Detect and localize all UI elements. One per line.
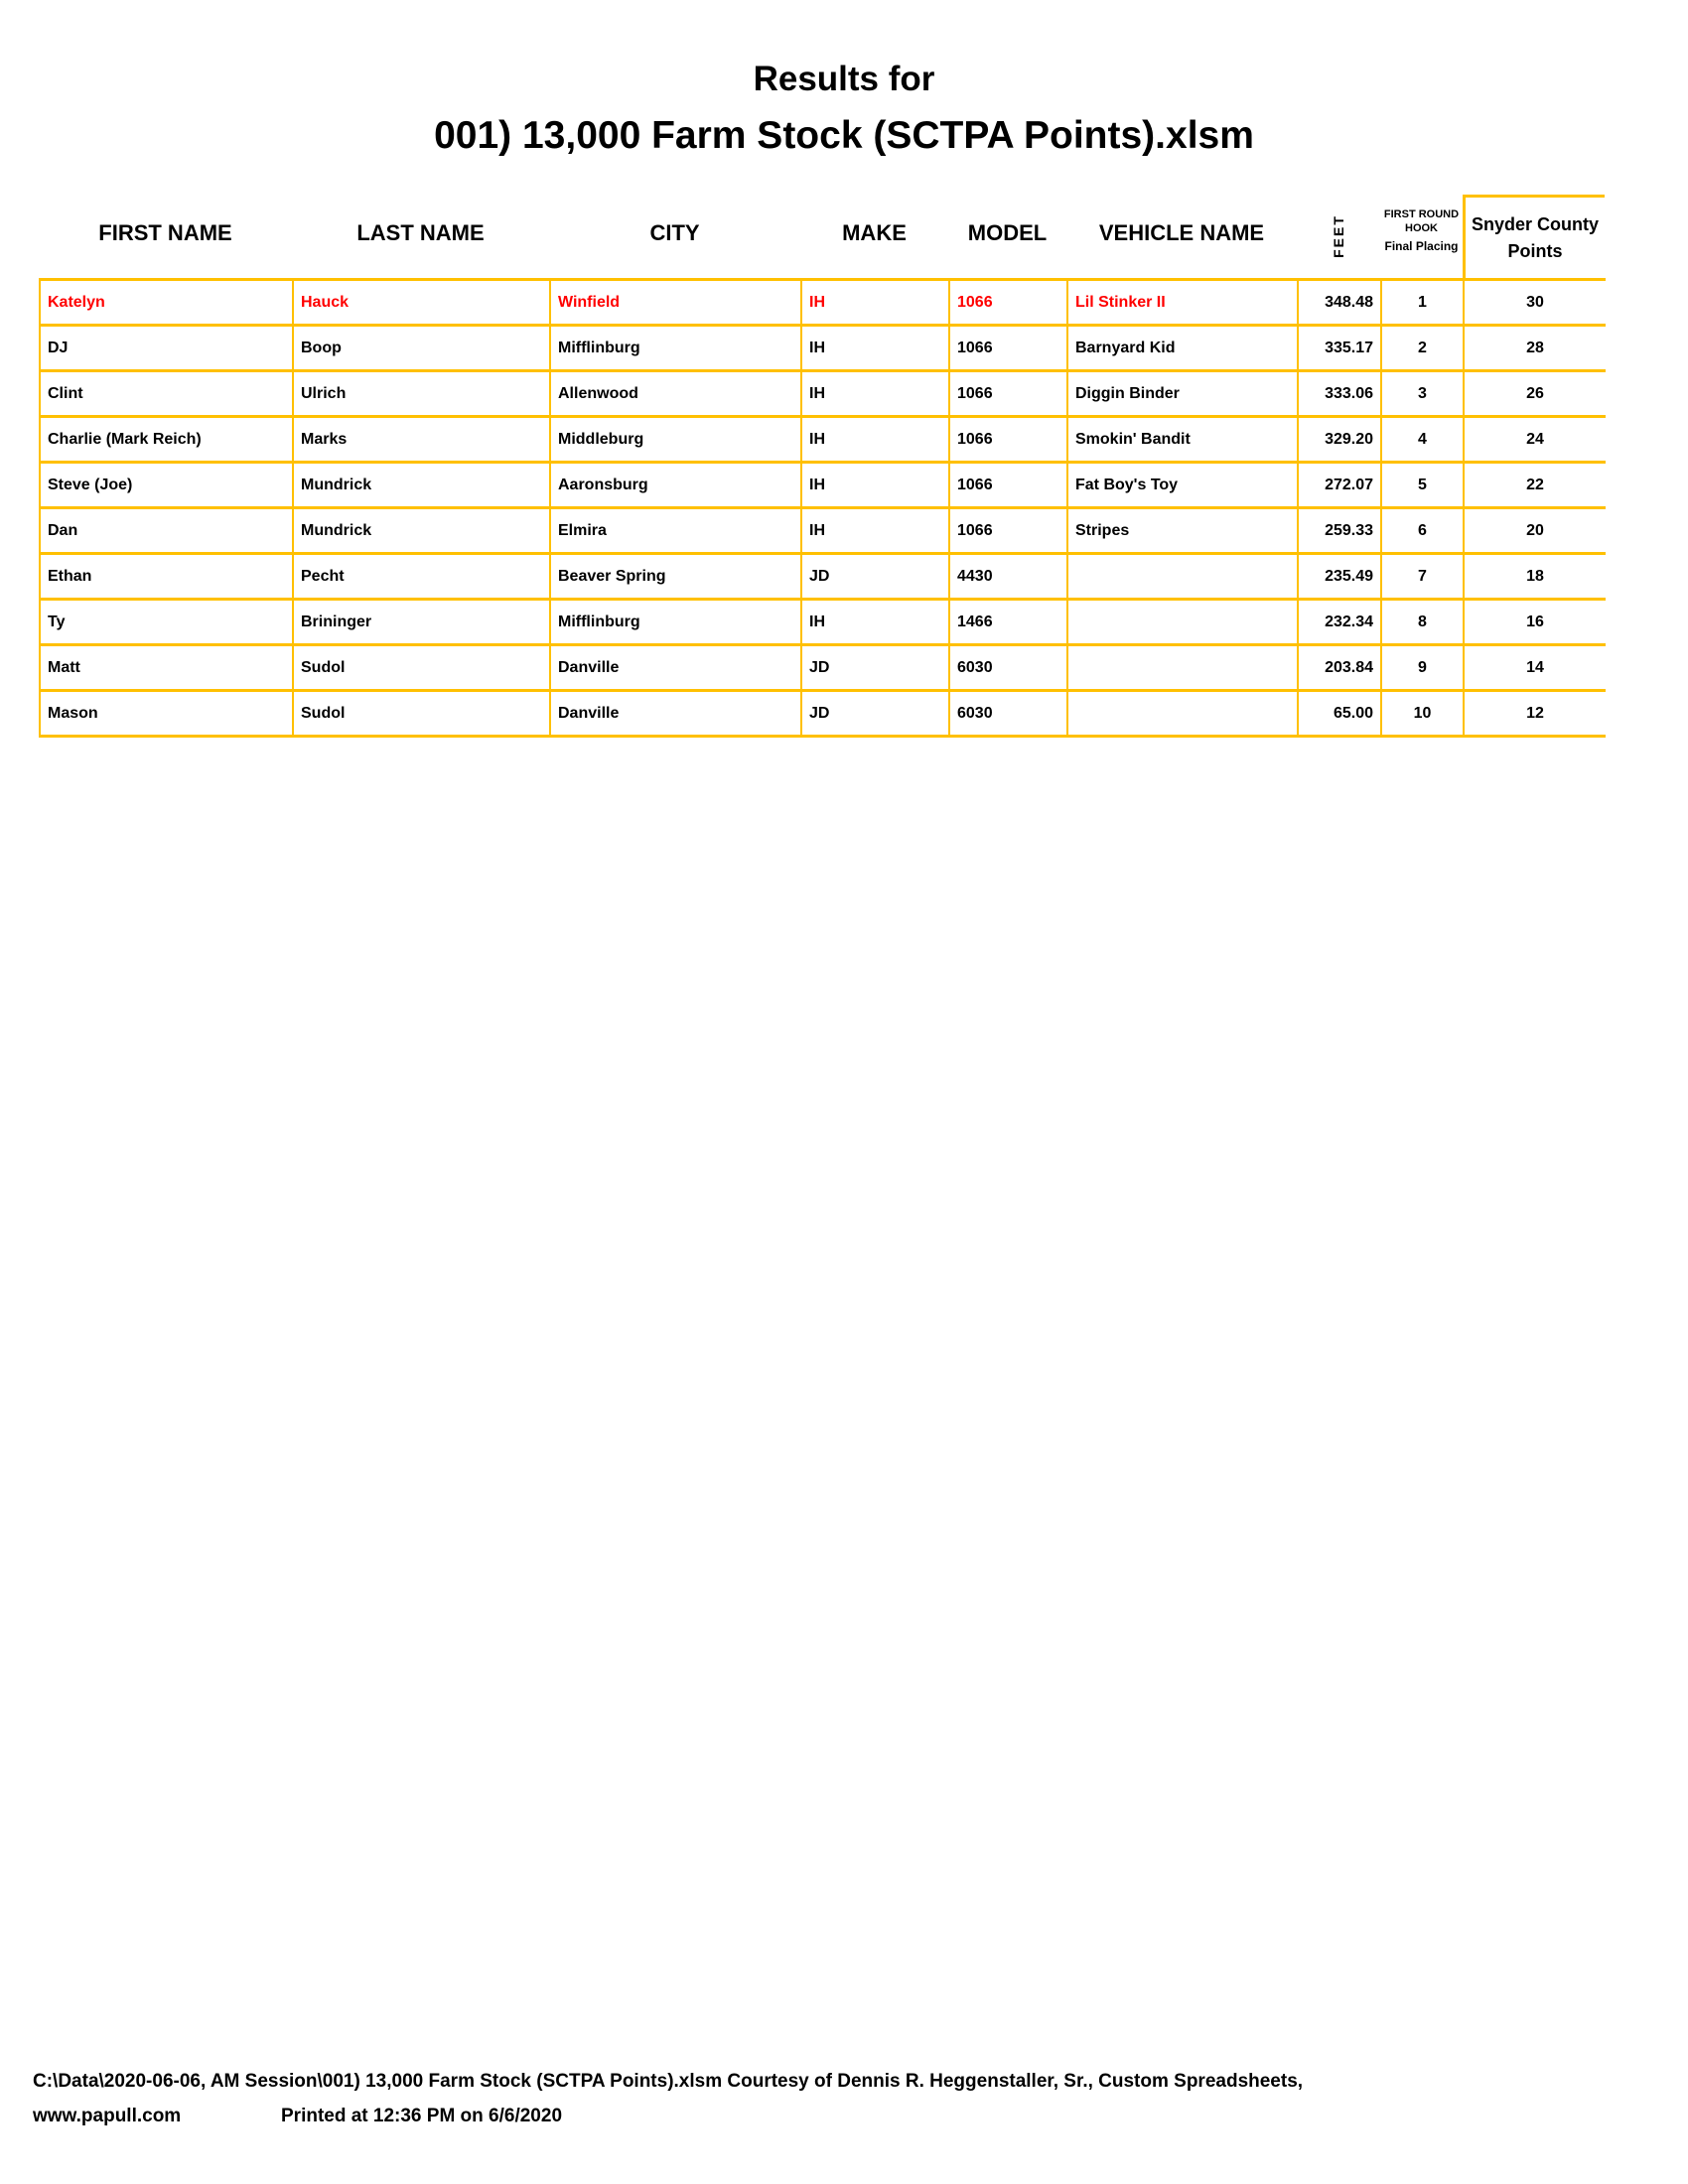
points-label-line1: Snyder County — [1471, 213, 1599, 234]
cell-final-placing: 2 — [1381, 326, 1464, 371]
cell-last-name: Pecht — [293, 554, 550, 600]
hook-label: HOOK — [1405, 222, 1438, 234]
cell-points: 28 — [1464, 326, 1606, 371]
cell-vehicle-name: Diggin Binder — [1067, 371, 1298, 417]
cell-feet: 329.20 — [1298, 417, 1381, 463]
cell-feet: 235.49 — [1298, 554, 1381, 600]
cell-city: Mifflinburg — [550, 600, 801, 645]
cell-first-name: DJ — [40, 326, 293, 371]
cell-city: Mifflinburg — [550, 326, 801, 371]
cell-final-placing: 6 — [1381, 508, 1464, 554]
cell-points: 16 — [1464, 600, 1606, 645]
cell-vehicle-name — [1067, 554, 1298, 600]
cell-vehicle-name: Lil Stinker II — [1067, 280, 1298, 326]
first-round-label: FIRST ROUND — [1383, 208, 1460, 220]
table-row — [40, 463, 1606, 508]
footer-website: www.papull.com — [33, 2106, 182, 2126]
cell-vehicle-name — [1067, 600, 1298, 645]
cell-final-placing: 10 — [1381, 691, 1464, 737]
table-row — [40, 554, 1606, 600]
cell-make: IH — [801, 326, 949, 371]
cell-points: 24 — [1464, 417, 1606, 463]
cell-last-name: Brininger — [293, 600, 550, 645]
cell-vehicle-name — [1067, 645, 1298, 691]
col-header-make: MAKE — [842, 220, 907, 245]
cell-feet: 348.48 — [1298, 280, 1381, 326]
page-title: Results for — [753, 60, 935, 98]
table-row — [40, 371, 1606, 417]
cell-feet: 65.00 — [1298, 691, 1381, 737]
cell-vehicle-name — [1067, 691, 1298, 737]
cell-points: 14 — [1464, 645, 1606, 691]
cell-last-name: Sudol — [293, 645, 550, 691]
col-header-vehicle-name: VEHICLE NAME — [1098, 220, 1265, 245]
cell-first-name: Matt — [40, 645, 293, 691]
cell-last-name: Hauck — [293, 280, 550, 326]
cell-vehicle-name: Smokin' Bandit — [1067, 417, 1298, 463]
cell-final-placing: 7 — [1381, 554, 1464, 600]
cell-last-name: Ulrich — [293, 371, 550, 417]
cell-vehicle-name: Fat Boy's Toy — [1067, 463, 1298, 508]
cell-points: 18 — [1464, 554, 1606, 600]
col-header-model: MODEL — [967, 220, 1048, 245]
cell-make: IH — [801, 280, 949, 326]
cell-make: JD — [801, 645, 949, 691]
cell-feet: 203.84 — [1298, 645, 1381, 691]
cell-final-placing: 8 — [1381, 600, 1464, 645]
cell-final-placing: 4 — [1381, 417, 1464, 463]
cell-city: Allenwood — [550, 371, 801, 417]
cell-make: JD — [801, 691, 949, 737]
cell-vehicle-name: Barnyard Kid — [1067, 326, 1298, 371]
cell-feet: 335.17 — [1298, 326, 1381, 371]
cell-feet: 333.06 — [1298, 371, 1381, 417]
cell-model: 6030 — [949, 645, 1067, 691]
final-placing-label: Final Placing — [1384, 239, 1459, 253]
cell-points: 12 — [1464, 691, 1606, 737]
cell-model: 1066 — [949, 371, 1067, 417]
cell-first-name: Ty — [40, 600, 293, 645]
cell-model: 1066 — [949, 508, 1067, 554]
table-row — [40, 691, 1606, 737]
cell-first-name: Ethan — [40, 554, 293, 600]
cell-first-name: Clint — [40, 371, 293, 417]
cell-points: 20 — [1464, 508, 1606, 554]
cell-last-name: Boop — [293, 326, 550, 371]
cell-make: IH — [801, 463, 949, 508]
cell-model: 1066 — [949, 280, 1067, 326]
cell-make: IH — [801, 600, 949, 645]
cell-first-name: Mason — [40, 691, 293, 737]
cell-model: 1066 — [949, 326, 1067, 371]
cell-city: Danville — [550, 645, 801, 691]
table-row — [40, 600, 1606, 645]
footer-line2 — [33, 2106, 563, 2127]
col-header-first-name: FIRST NAME — [98, 220, 232, 245]
cell-vehicle-name: Stripes — [1067, 508, 1298, 554]
footer-printed-at: Printed at 12:36 PM on 6/6/2020 — [281, 2106, 563, 2126]
cell-make: IH — [801, 371, 949, 417]
col-header-snyder-county-points — [1463, 195, 1605, 278]
cell-final-placing: 1 — [1381, 280, 1464, 326]
cell-model: 1066 — [949, 463, 1067, 508]
footer-file-path-credit: C:\Data\2020-06-06, AM Session\001) 13,000 Farm Stock (SCTPA Points).xlsm Courtesy of Dennis R. Heggenstaller, Sr., Custom Spreadsheets, — [33, 2071, 1304, 2092]
results-tbody — [40, 280, 1606, 737]
cell-last-name: Mundrick — [293, 508, 550, 554]
cell-first-name: Steve (Joe) — [40, 463, 293, 508]
cell-model: 1066 — [949, 417, 1067, 463]
cell-last-name: Sudol — [293, 691, 550, 737]
cell-feet: 259.33 — [1298, 508, 1381, 554]
cell-last-name: Marks — [293, 417, 550, 463]
cell-make: JD — [801, 554, 949, 600]
cell-city: Middleburg — [550, 417, 801, 463]
cell-points: 30 — [1464, 280, 1606, 326]
cell-feet: 232.34 — [1298, 600, 1381, 645]
cell-model: 4430 — [949, 554, 1067, 600]
cell-final-placing: 5 — [1381, 463, 1464, 508]
cell-final-placing: 3 — [1381, 371, 1464, 417]
points-label-line2: Points — [1507, 240, 1563, 261]
table-row — [40, 280, 1606, 326]
cell-city: Winfield — [550, 280, 801, 326]
cell-city: Elmira — [550, 508, 801, 554]
cell-first-name: Katelyn — [40, 280, 293, 326]
results-table — [39, 278, 1606, 738]
cell-points: 26 — [1464, 371, 1606, 417]
table-row — [40, 326, 1606, 371]
table-row — [40, 508, 1606, 554]
cell-make: IH — [801, 417, 949, 463]
cell-model: 1466 — [949, 600, 1067, 645]
cell-first-name: Charlie (Mark Reich) — [40, 417, 293, 463]
cell-model: 6030 — [949, 691, 1067, 737]
cell-points: 22 — [1464, 463, 1606, 508]
cell-city: Danville — [550, 691, 801, 737]
col-header-first-round-hook — [1380, 207, 1463, 253]
cell-feet: 272.07 — [1298, 463, 1381, 508]
cell-city: Beaver Spring — [550, 554, 801, 600]
cell-last-name: Mundrick — [293, 463, 550, 508]
cell-final-placing: 9 — [1381, 645, 1464, 691]
col-header-city: CITY — [649, 220, 700, 245]
col-header-last-name: LAST NAME — [356, 220, 485, 245]
cell-make: IH — [801, 508, 949, 554]
table-row — [40, 645, 1606, 691]
cell-first-name: Dan — [40, 508, 293, 554]
feet-vertical-label: FEET — [1331, 214, 1346, 258]
table-header-row — [39, 195, 1605, 278]
page-subtitle-filename: 001) 13,000 Farm Stock (SCTPA Points).xlsm — [434, 114, 1254, 157]
cell-city: Aaronsburg — [550, 463, 801, 508]
col-header-feet — [1297, 195, 1380, 278]
table-row — [40, 417, 1606, 463]
